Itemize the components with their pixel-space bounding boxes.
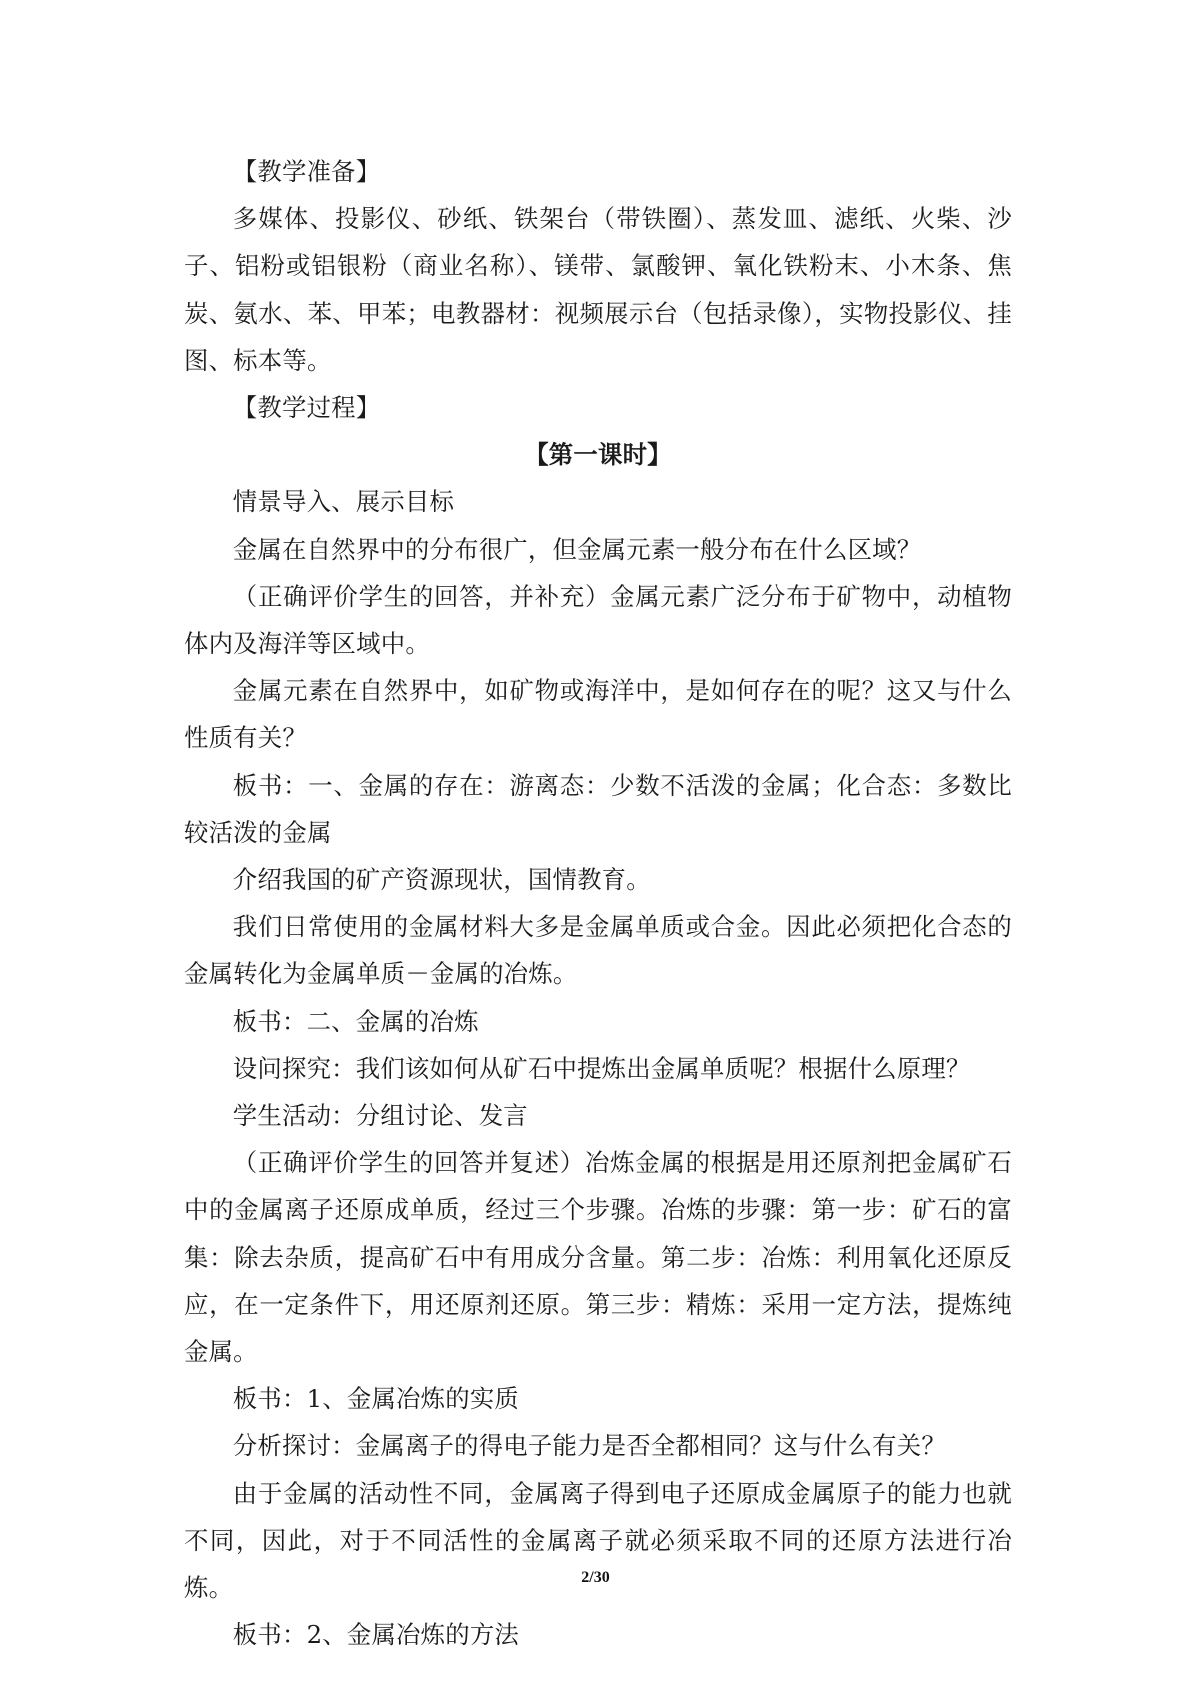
paragraph-board-note: 板书：二、金属的冶炼 — [232, 1006, 479, 1036]
paragraph-materials-list: 多媒体、投影仪、砂纸、铁架台（带铁圈）、蒸发皿、滤纸、火柴、沙子、铝粉或铝银粉（商业名称）、镁带、氯酸钾、氧化铁粉末、小木条、焦炭、氨水、苯、甲苯；电教器材：视频展示台（包括录像），实物投影仪、挂图、标本等。 — [184, 204, 1012, 375]
paragraph: （正确评价学生的回答，并补充）金属元素广泛分布于矿物中，动植物体内及海洋等区域中。 — [184, 581, 1012, 659]
paragraph: 金属在自然界中的分布很广，但金属元素一般分布在什么区域？ — [232, 534, 922, 564]
paragraph-board-note: 板书：2、金属冶炼的方法 — [232, 1620, 520, 1650]
lesson-heading-first-period: 【第一课时】 — [524, 440, 672, 470]
paragraph: 金属元素在自然界中，如矿物或海洋中，是如何存在的呢？这又与什么性质有关？ — [184, 676, 1012, 753]
paragraph: 学生活动：分组讨论、发言 — [232, 1101, 528, 1131]
page-number: 2/30 — [581, 1569, 610, 1586]
paragraph: 情景导入、展示目标 — [232, 487, 455, 517]
paragraph: 介绍我国的矿产资源现状，国情教育。 — [232, 865, 651, 895]
paragraph: 由于金属的活动性不同，金属离子得到电子还原成金属原子的能力也就不同，因此，对于不同活性的金属离子就必须采取不同的还原方法进行冶炼。 — [184, 1478, 1012, 1603]
paragraph: （正确评价学生的回答并复述）冶炼金属的根据是用还原剂把金属矿石中的金属离子还原成单质，经过三个步骤。冶炼的步骤：第一步：矿石的富集：除去杂质，提高矿石中有用成分含量。第二步：冶炼：利用氧化还原反应，在一定条件下，用还原剂还原。第三步：精炼：采用一定方法，提炼纯金属。 — [184, 1148, 1012, 1367]
paragraph: 我们日常使用的金属材料大多是金属单质或合金。因此必须把化合态的金属转化为金属单质－金属的冶炼。 — [184, 912, 1012, 989]
paragraph: 分析探讨：金属离子的得电子能力是否全都相同？这与什么有关？ — [232, 1431, 946, 1461]
section-heading-teaching-process: 【教学过程】 — [232, 393, 381, 423]
paragraph-board-note: 板书：1、金属冶炼的实质 — [232, 1384, 520, 1414]
paragraph-board-note: 板书：一、金属的存在：游离态：少数不活泼的金属；化合态：多数比较活泼的金属 — [184, 770, 1012, 847]
paragraph: 设问探究：我们该如何从矿石中提炼出金属单质呢？根据什么原理？ — [232, 1053, 971, 1083]
section-heading-teaching-preparation: 【教学准备】 — [232, 157, 381, 186]
document-body — [184, 148, 1012, 1659]
